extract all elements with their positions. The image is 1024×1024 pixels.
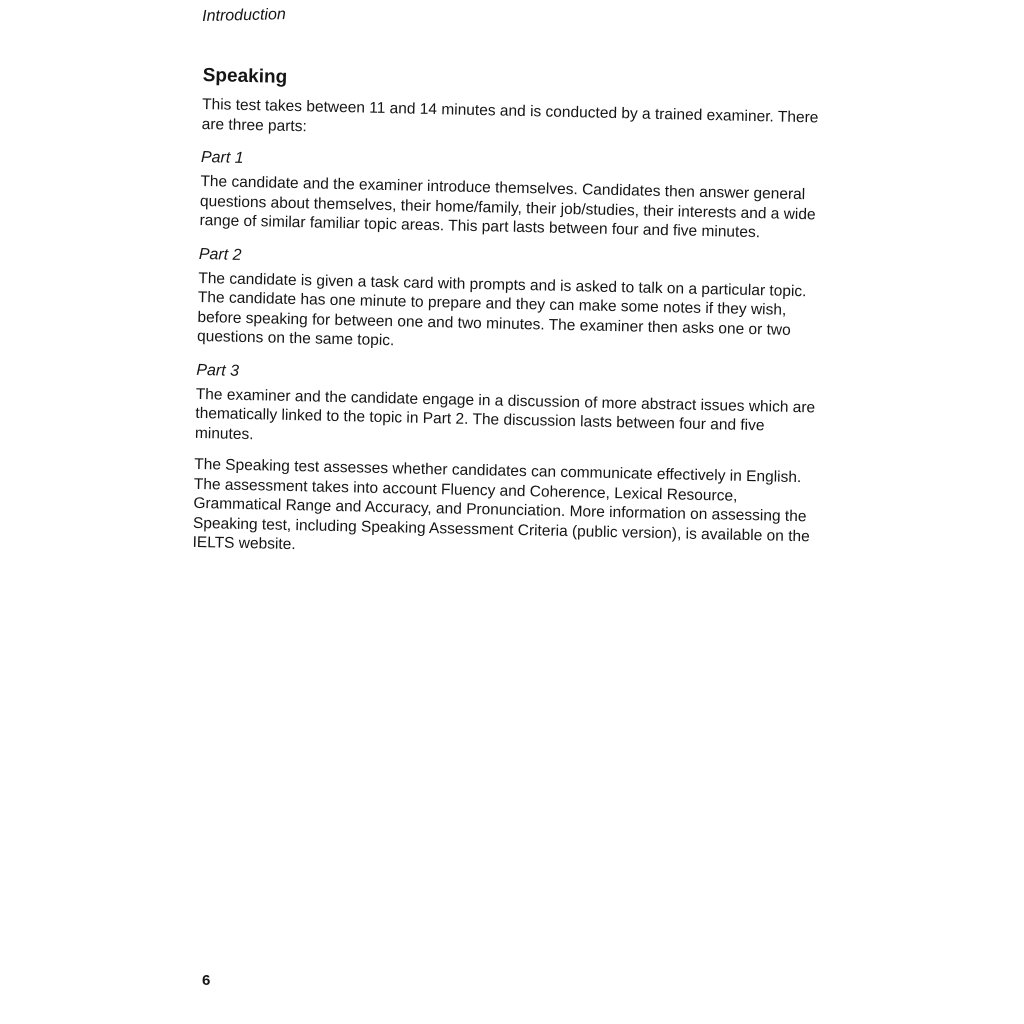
running-head: Introduction [202, 6, 286, 25]
page-number: 6 [202, 972, 211, 989]
section-title: Speaking [202, 64, 288, 88]
part-1-heading: Part 1 [200, 148, 244, 167]
part-3-heading: Part 3 [196, 361, 240, 380]
part-2-heading: Part 2 [198, 245, 242, 264]
part-3-paragraph: The examiner and the candidate engage in a discussion of more abstract issues which are thematically linked to the topic in Part 2. The discussion lasts between four and five minutes. [194, 385, 816, 443]
part-2-paragraph: The candidate is given a task card with prompts and is asked to talk on a particular topic. The candidate has one minute to prepare and they can make some notes if they wish, before speaking for between one and two minutes. The examiner then asks one or two questions on the same topic. [196, 269, 807, 350]
intro-paragraph: This test takes between 11 and 14 minutes and is conducted by a trained examiner. There are three parts: [201, 95, 819, 135]
speaking-section [192, 64, 825, 566]
assessment-paragraph: The Speaking test assesses whether candidates can communicate effectively in English. The assessment takes into account Fluency and Coherence, Lexical Resource, Grammatical Range and Accuracy, and Pronunciation. More information on assessing the Speaking test, including Speaking Assessment Criteria (public version), is available on the IELTS website. [192, 455, 810, 554]
part-1-paragraph: The candidate and the examiner introduce themselves. Candidates then answer general questions about themselves, their home/family, their job/studies, their interests and a wide range of similar familiar topic areas. This part lasts between four and five minutes. [199, 172, 816, 242]
